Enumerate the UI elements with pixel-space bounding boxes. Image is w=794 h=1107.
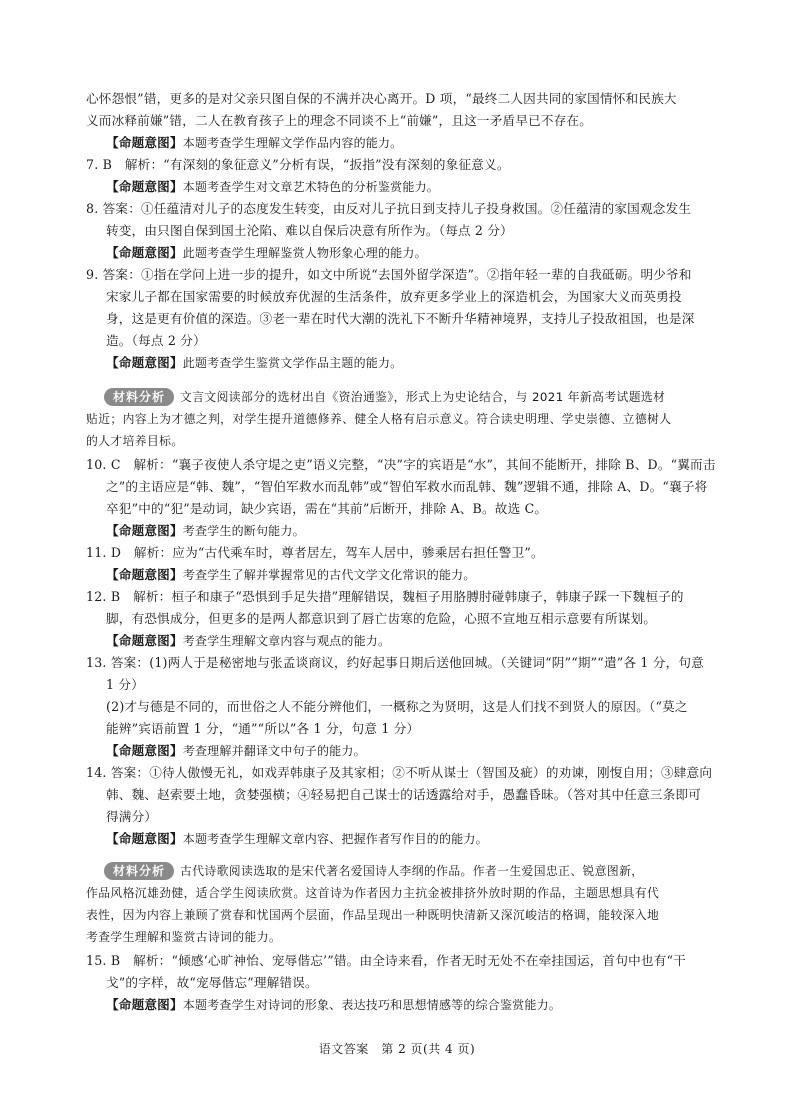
material-line: 的人才培养目标。: [86, 434, 184, 448]
q7-block: [86, 154, 722, 198]
q14-block: [86, 762, 722, 850]
q10-block: [86, 454, 722, 542]
intent-tag: 【命题意图】: [106, 523, 183, 538]
intent-tag: 【命题意图】: [106, 831, 183, 846]
text-line: 卒犯”中的“犯”是动词，缺少宾语，需在“其前”后断开，排除 A、B。故选 C。: [106, 501, 548, 516]
intent-line: [86, 994, 722, 1016]
q11-block: [86, 542, 722, 586]
material-line: 作品风格沉雄劲健，适合学生阅读欣赏。这首诗为作者因力主抗金被排挤外放时期的作品，主题思想具有代: [86, 886, 660, 900]
intent-line: [86, 564, 722, 586]
q8-block: [86, 198, 722, 264]
text-line: 韩、魏、赵索要土地，贪婪强横；④轻易把自己谋士的话透露给对手，愚蠢昏昧。（答对其中任意三条即可: [106, 787, 702, 802]
intent-line: [86, 176, 722, 198]
intent-text: 本题考查学生理解文学作品内容的能力。: [182, 136, 403, 150]
text-line: 8. 答案：①任蕴清对儿子的态度发生转变，由反对儿子抗日到支持儿子投身救国。②任蕴清的家国观念发生: [86, 201, 692, 216]
intent-line: [86, 630, 722, 652]
intent-text: 本题考查学生对诗词的形象、表达技巧和思想情感等的综合鉴赏能力。: [182, 998, 561, 1012]
material-analysis-1: [86, 386, 722, 452]
text-line: 宋家儿子都在国家需要的时候放弃优渥的生活条件，放弃更多学业上的深造机会，为国家大义而英勇投: [106, 289, 682, 304]
material-line: 材料分析 文言文阅读部分的选材出自《资治通鉴》，形式上为史论结合，与 2021 年新高考试题选材: [86, 386, 722, 408]
intent-text: 考查学生了解并掌握常见的古代文学文化常识的能力。: [182, 568, 476, 582]
intent-tag: 【命题意图】: [106, 567, 183, 582]
text-line: 11. D 解析：应为“古代乘车时，尊者居左，驾车人居中，骖乘居右担任警卫”。: [86, 545, 544, 560]
text-line: 得满分）: [106, 809, 158, 824]
intent-tag: 【命题意图】: [106, 633, 183, 648]
intent-line: [86, 242, 722, 264]
intent-text: 本题考查学生理解文章内容、把握作者写作目的的能力。: [182, 832, 488, 846]
intent-text: 考查学生理解文章内容与观点的能力。: [182, 634, 391, 648]
intent-text: 考查理解并翻译文中句子的能力。: [182, 744, 366, 758]
text-line: 脚，有恐惧成分，但更多的是两人都意识到了唇亡齿寒的危险，心照不宣地互相示意要有所谋划。: [106, 611, 657, 626]
material-line: 贴近；内容上为才德之判，对学生提升道德修养、健全人格有启示意义。符合读史明理、学史崇德、立德树人: [86, 412, 672, 426]
intent-tag: 【命题意图】: [106, 179, 183, 194]
intent-tag: 【命题意图】: [106, 997, 183, 1012]
text-line: 义而冰释前嫌”错，二人在教育孩子上的理念不同谈不上“前嫌”，且这一矛盾早已不存在。: [86, 113, 593, 128]
text-line: 心怀怨恨”错，更多的是对父亲只图自保的不满并决心离开。D 项，“最终二人因共同的家国情怀和民族大: [86, 91, 677, 106]
text-line: 7. B 解析：“有深刻的象征意义”分析有误，“扳指”没有深刻的象征意义。: [86, 157, 510, 172]
material-line: 考查学生理解和鉴赏古诗词的能力。: [86, 930, 282, 944]
text-line: 1 分）: [106, 677, 145, 692]
text-line: (2)才与德是不同的，而世俗之人不能分辨他们，一概称之为贤明，这是人们找不到贤人的原因。（“莫之: [106, 699, 688, 714]
intent-text: 此题考查学生理解鉴赏人物形象心理的能力。: [182, 246, 427, 260]
material-analysis-2: [86, 860, 722, 948]
intent-line: [86, 132, 722, 154]
material-badge: 材料分析: [104, 862, 174, 880]
intent-text: 本题考查学生对文章艺术特色的分析鉴赏能力。: [182, 180, 439, 194]
q13-block: [86, 652, 722, 762]
text-line: 13. 答案：(1)两人于是秘密地与张孟谈商议，约好起事日期后送他回城。（关键词“阴”“期”“遣”各 1 分，句意: [86, 655, 704, 670]
text-line: 转变，由只图自保到国土沦陷、难以自保后决意有所作为。（每点 2 分）: [106, 223, 513, 238]
q6-block: [86, 88, 722, 154]
intent-tag: 【命题意图】: [106, 135, 183, 150]
intent-text: 考查学生的断句能力。: [182, 524, 305, 538]
material-line: 材料分析 古代诗歌阅读选取的是宋代著名爱国诗人李纲的作品。作者一生爱国忠正、锐意图新，: [86, 860, 722, 882]
text-line: 戈”的字样，故“宠辱偕忘”理解错误。: [106, 975, 318, 990]
q12-block: [86, 586, 722, 652]
page-footer: 语文答案 第 2 页(共 4 页): [318, 1042, 476, 1056]
text-line: 9. 答案：①指在学问上进一步的提升，如文中所说“去国外留学深造”。②指年轻一辈的自我砥砺。明少爷和: [86, 267, 692, 282]
intent-line: [86, 740, 722, 762]
text-line: 15. B 解析：“倾感‘心旷神怡、宠辱偕忘’”错。由全诗来看，作者无时无处不在牵挂国运，首句中也有“干: [86, 953, 686, 968]
intent-line: [86, 352, 722, 374]
text-line: 能辨”宾语前置 1 分，“通”“所以”各 1 分，句意 1 分）: [106, 721, 420, 736]
intent-line: [86, 828, 722, 850]
material-badge: 材料分析: [104, 388, 174, 406]
intent-text: 此题考查学生鉴赏文学作品主题的能力。: [182, 356, 403, 370]
intent-tag: 【命题意图】: [106, 743, 183, 758]
q9-block: [86, 264, 722, 374]
q15-block: [86, 950, 722, 1016]
text-line: 12. B 解析：桓子和康子“恐惧到手足失措”理解错误，魏桓子用胳膊肘碰韩康子，韩康子踩一下魏桓子的: [86, 589, 684, 604]
text-line: 身，这是更有价值的深造。③老一辈在时代大潮的洗礼下不断升华精神境界，支持儿子投敌祖国，也是深: [106, 311, 695, 326]
intent-tag: 【命题意图】: [106, 355, 183, 370]
text-line: 造。（每点 2 分）: [106, 333, 206, 348]
intent-tag: 【命题意图】: [106, 245, 183, 260]
material-line: 表性，因为内容上兼顾了赏春和忧国两个层面，作品呈现出一种既明快清新又深沉峻洁的格调，能较深入地: [86, 908, 660, 922]
text-line: 10. C 解析：“襄子夜使人杀守堤之吏”语义完整，“决”字的宾语是“水”，其间不能断开，排除 B、D。“翼而击: [86, 457, 716, 472]
text-line: 之”的主语应是“韩、魏”，“智伯军救水而乱韩”或“智伯军救水而乱韩、魏”逻辑不通，排除 A、D。“襄子将: [106, 479, 708, 494]
intent-line: [86, 520, 722, 542]
text-line: 14. 答案：①待人傲慢无礼，如戏弄韩康子及其家相；②不听从谋士（智国及疵）的劝谏，刚愎自用；③肆意向: [86, 765, 713, 780]
